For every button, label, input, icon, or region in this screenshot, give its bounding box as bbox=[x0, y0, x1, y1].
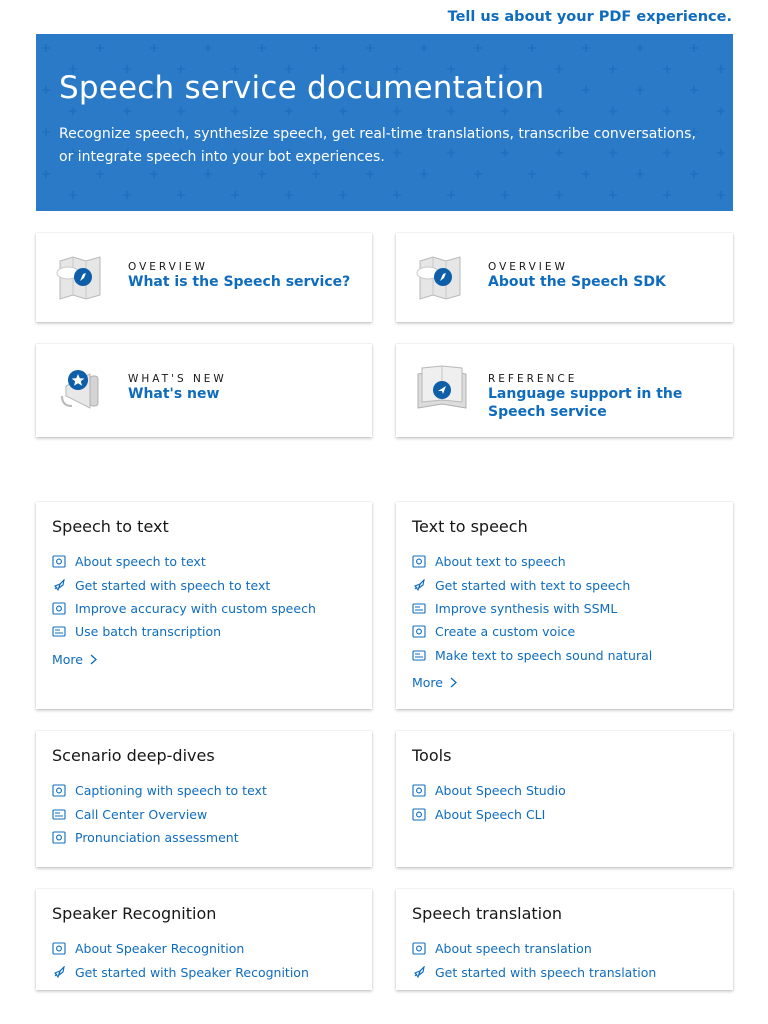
card-title-link[interactable]: Language support in the Speech service bbox=[488, 386, 683, 420]
list-item[interactable] bbox=[412, 550, 652, 573]
section-link[interactable]: About Speaker Recognition bbox=[75, 941, 245, 957]
card-title-link[interactable]: What's new bbox=[128, 386, 220, 402]
section-card-tools bbox=[396, 731, 733, 867]
section-link[interactable]: Use batch transcription bbox=[75, 624, 222, 640]
list-item[interactable] bbox=[52, 573, 316, 596]
concept-icon bbox=[412, 784, 426, 797]
section-link[interactable]: Get started with Speaker Recognition bbox=[75, 964, 309, 980]
chevron-right-icon bbox=[450, 677, 457, 688]
list-item[interactable] bbox=[52, 620, 316, 643]
card-eyebrow: REFERENCE bbox=[488, 373, 578, 385]
list-item[interactable] bbox=[52, 960, 309, 983]
more-link-label: More bbox=[412, 675, 443, 690]
list-item[interactable] bbox=[52, 826, 267, 849]
section-title: Text to speech bbox=[412, 517, 528, 536]
section-link[interactable]: About text to speech bbox=[435, 554, 566, 570]
rocket-icon bbox=[412, 579, 426, 592]
concept-icon bbox=[52, 942, 66, 955]
list-item[interactable] bbox=[412, 597, 652, 620]
page-title: Speech service documentation bbox=[59, 70, 545, 106]
section-link[interactable]: About Speech Studio bbox=[435, 783, 566, 799]
section-card-scenario-deep-dives bbox=[36, 731, 372, 867]
rocket-icon bbox=[412, 966, 426, 979]
list-item[interactable] bbox=[412, 960, 656, 983]
section-link[interactable]: About Speech CLI bbox=[435, 806, 546, 822]
compass-map-icon bbox=[416, 255, 468, 301]
feature-card-whats-new[interactable] bbox=[36, 344, 372, 437]
hero-banner bbox=[36, 34, 733, 211]
section-link[interactable]: Get started with speech to text bbox=[75, 577, 271, 593]
more-link-label: More bbox=[52, 652, 83, 667]
section-link[interactable]: Get started with text to speech bbox=[435, 577, 631, 593]
list-item[interactable] bbox=[412, 802, 566, 825]
section-link[interactable]: Improve synthesis with SSML bbox=[435, 600, 618, 616]
card-eyebrow: WHAT'S NEW bbox=[128, 373, 227, 385]
section-link[interactable]: Improve accuracy with custom speech bbox=[75, 600, 316, 616]
hero-description: Recognize speech, synthesize speech, get real-time translations, transcribe conversations, or integrate speech into your bot experiences. bbox=[59, 126, 696, 165]
section-link-list bbox=[412, 779, 566, 826]
compass-map-icon bbox=[56, 255, 108, 301]
card-eyebrow: OVERVIEW bbox=[488, 261, 568, 273]
section-link[interactable]: Create a custom voice bbox=[435, 624, 576, 640]
concept-icon bbox=[52, 831, 66, 844]
book-compass-icon bbox=[416, 364, 468, 410]
list-item[interactable] bbox=[52, 802, 267, 825]
section-card-speech-translation bbox=[396, 889, 733, 990]
list-item[interactable] bbox=[52, 937, 309, 960]
feature-card-speech-sdk[interactable] bbox=[396, 233, 733, 322]
section-link[interactable]: Call Center Overview bbox=[75, 806, 208, 822]
section-link[interactable]: About speech translation bbox=[435, 941, 592, 957]
list-item[interactable] bbox=[412, 620, 652, 643]
section-title: Speech translation bbox=[412, 904, 563, 923]
list-item[interactable] bbox=[52, 597, 316, 620]
more-link[interactable] bbox=[52, 652, 97, 667]
section-link[interactable]: Get started with speech translation bbox=[435, 964, 657, 980]
section-card-speaker-recognition bbox=[36, 889, 372, 990]
feature-card-what-is-speech[interactable] bbox=[36, 233, 372, 322]
section-title: Tools bbox=[412, 746, 452, 765]
list-item[interactable] bbox=[412, 573, 652, 596]
how-to-icon bbox=[412, 602, 426, 615]
section-link-list bbox=[52, 937, 309, 984]
card-title-link[interactable]: What is the Speech service? bbox=[128, 274, 351, 290]
section-link[interactable]: Make text to speech sound natural bbox=[435, 647, 653, 663]
section-link[interactable]: Pronunciation assessment bbox=[75, 829, 239, 845]
megaphone-star-icon bbox=[56, 366, 108, 412]
concept-icon bbox=[412, 625, 426, 638]
rocket-icon bbox=[52, 966, 66, 979]
concept-icon bbox=[412, 942, 426, 955]
section-link-list bbox=[412, 550, 652, 667]
section-title: Speaker Recognition bbox=[52, 904, 217, 923]
how-to-icon bbox=[412, 649, 426, 662]
concept-icon bbox=[412, 555, 426, 568]
list-item[interactable] bbox=[52, 779, 267, 802]
chevron-right-icon bbox=[90, 654, 97, 665]
section-link-list bbox=[412, 937, 656, 984]
section-link-list bbox=[52, 779, 267, 849]
section-link-list bbox=[52, 550, 316, 644]
card-eyebrow: OVERVIEW bbox=[128, 261, 208, 273]
more-link[interactable] bbox=[412, 675, 457, 690]
concept-icon bbox=[412, 808, 426, 821]
concept-icon bbox=[52, 602, 66, 615]
concept-icon bbox=[52, 555, 66, 568]
rocket-icon bbox=[52, 579, 66, 592]
section-title: Scenario deep-dives bbox=[52, 746, 215, 765]
list-item[interactable] bbox=[52, 550, 316, 573]
section-card-text-to-speech bbox=[396, 502, 733, 709]
section-link[interactable]: About speech to text bbox=[75, 554, 206, 570]
list-item[interactable] bbox=[412, 644, 652, 667]
card-title-link[interactable]: About the Speech SDK bbox=[488, 274, 666, 290]
pdf-feedback-link[interactable]: Tell us about your PDF experience. bbox=[447, 9, 732, 25]
how-to-icon bbox=[52, 625, 66, 638]
list-item[interactable] bbox=[412, 937, 656, 960]
how-to-icon bbox=[52, 808, 66, 821]
list-item[interactable] bbox=[412, 779, 566, 802]
concept-icon bbox=[52, 784, 66, 797]
section-card-speech-to-text bbox=[36, 502, 372, 709]
section-link[interactable]: Captioning with speech to text bbox=[75, 783, 267, 799]
feature-card-language-support[interactable] bbox=[396, 344, 733, 437]
section-title: Speech to text bbox=[52, 517, 169, 536]
